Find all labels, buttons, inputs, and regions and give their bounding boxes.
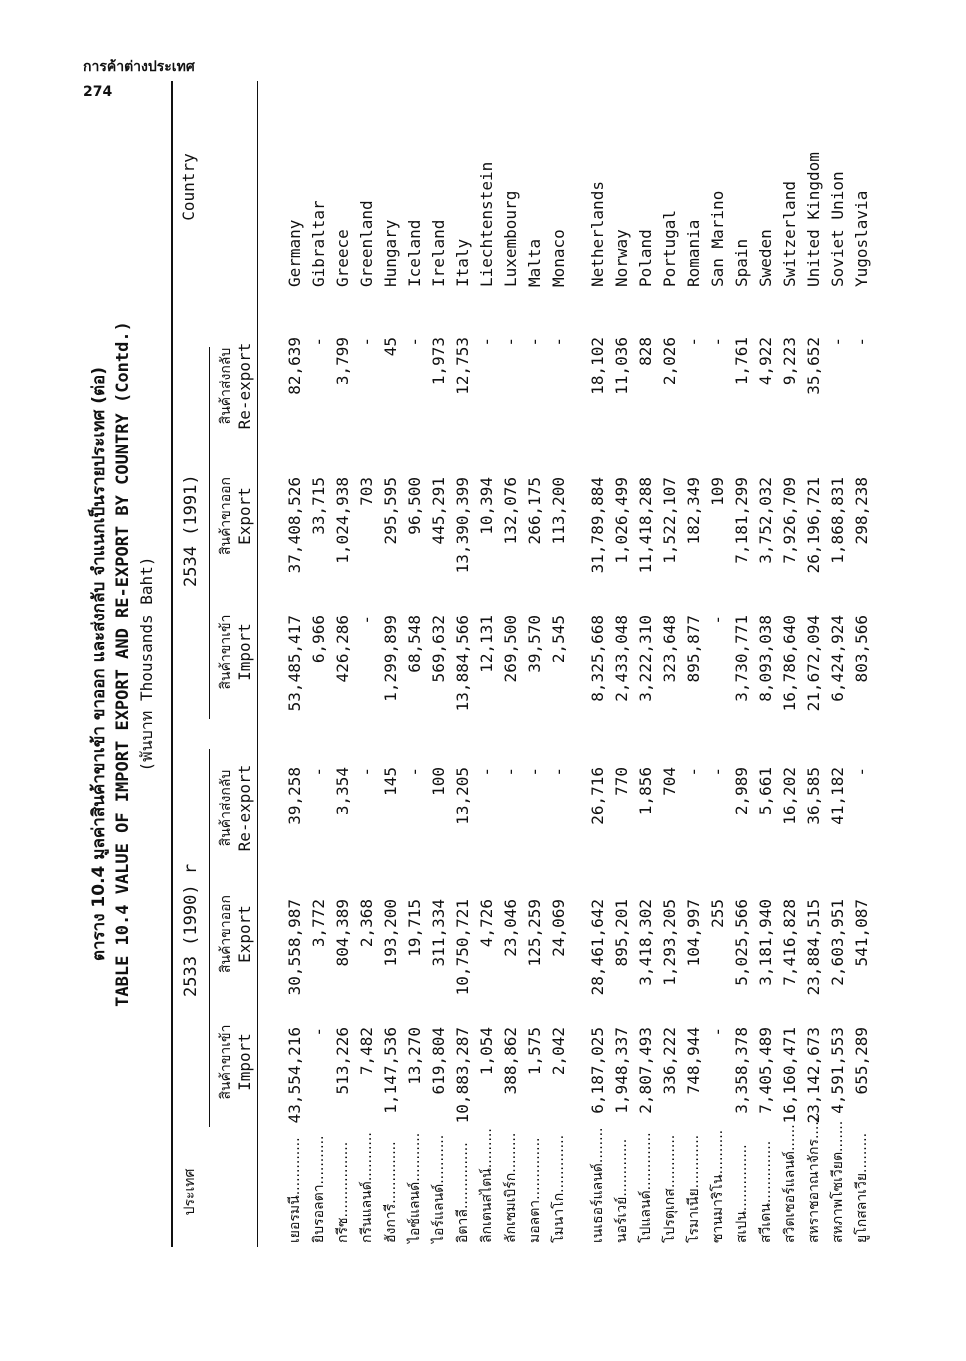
- import-1990-cell: 6,187,025: [588, 1027, 607, 1114]
- reexport-1990-cell: 145: [381, 767, 400, 796]
- import-1991-cell: 6,424,924: [828, 615, 847, 702]
- import-1990-cell: 10,883,287: [453, 1027, 472, 1124]
- import-1991-cell: 12,131: [477, 615, 496, 673]
- table-row: [658, 81, 682, 1247]
- table-row: [499, 81, 523, 1247]
- export-1991-cell: 13,390,399: [453, 477, 472, 574]
- export-1991-cell: 1,868,831: [828, 477, 847, 564]
- country-thai-cell: โปแลนด์.............: [638, 1132, 654, 1243]
- table-row: [586, 81, 610, 1247]
- country-english-cell: Portugal: [660, 209, 679, 287]
- export-1990-cell: 1,293,205: [660, 899, 679, 986]
- export-1990-cell: 30,558,987: [285, 899, 304, 996]
- export-1990-cell: 193,200: [381, 899, 400, 967]
- reexport-1990-cell: 100: [429, 767, 448, 796]
- table-row: [778, 81, 802, 1247]
- export-1991-cell: 10,394: [477, 477, 496, 535]
- country-thai-cell: สวิตเซอร์แลนด์......: [782, 1124, 798, 1243]
- import-1991-cell: 6,966: [309, 615, 328, 664]
- country-thai-cell: ลิกเตนสไตน์.........: [479, 1128, 495, 1243]
- country-thai-cell: กรีซ.................: [335, 1141, 351, 1243]
- import-1991-cell: 16,786,640: [780, 615, 799, 712]
- export-1991-cell: 703: [357, 477, 376, 506]
- h-import-1990-thai: สินค้าขาเข้า: [218, 1024, 234, 1100]
- rotated-table-block: [87, 81, 966, 1247]
- table-row: [475, 81, 499, 1247]
- import-1990-cell: 1,948,337: [612, 1027, 631, 1114]
- table-titles: [87, 81, 159, 1247]
- export-1990-cell: 804,389: [333, 899, 352, 967]
- export-1991-cell: 298,238: [852, 477, 871, 545]
- export-1991-cell: 11,418,288: [636, 477, 655, 574]
- country-thai-cell: กรีนแลนด์...........: [359, 1132, 375, 1243]
- col-country-thai: ประเทศ: [182, 1168, 198, 1216]
- import-1990-cell: -: [708, 1027, 727, 1037]
- country-english-cell: Poland: [636, 229, 655, 287]
- country-thai-cell: ไอร์แลนด์...........: [431, 1134, 447, 1243]
- country-english-cell: Hungary: [381, 219, 400, 287]
- reexport-1990-cell: -: [477, 767, 496, 777]
- col-country-english: Country: [179, 153, 198, 221]
- import-1990-cell: 23,142,673: [804, 1027, 823, 1124]
- reexport-1991-cell: 1,973: [429, 337, 448, 386]
- h-import-1990-en: Import: [235, 1033, 254, 1091]
- table-unit: (พันบาท Thousands Baht): [137, 556, 156, 772]
- import-1991-cell: 569,632: [429, 615, 448, 683]
- h-import-1991-en: Import: [235, 623, 254, 681]
- table-row: [403, 81, 427, 1247]
- country-english-cell: Ireland: [429, 219, 448, 287]
- section-title: การค้าต่างประเทศ: [83, 59, 195, 75]
- country-english-cell: Romania: [684, 219, 703, 287]
- import-1990-cell: 655,289: [852, 1027, 871, 1095]
- table-row: [451, 81, 475, 1247]
- export-1990-cell: 23,046: [501, 899, 520, 957]
- country-english-cell: Norway: [612, 229, 631, 287]
- reexport-1991-cell: 12,753: [453, 337, 472, 395]
- country-thai-cell: เนเธอร์แลนด์........: [590, 1127, 606, 1243]
- import-1991-cell: 21,672,094: [804, 615, 823, 712]
- table-row: [706, 81, 730, 1247]
- import-1991-cell: 13,884,566: [453, 615, 472, 712]
- export-1991-cell: 96,500: [405, 477, 424, 535]
- import-1991-cell: 8,325,668: [588, 615, 607, 702]
- import-1990-cell: 2,807,493: [636, 1027, 655, 1114]
- import-1991-cell: 68,548: [405, 615, 424, 673]
- export-1991-cell: 31,789,884: [588, 477, 607, 574]
- table-row: [730, 81, 754, 1247]
- import-1991-cell: 3,730,771: [732, 615, 751, 702]
- country-english-cell: Luxembourg: [501, 190, 520, 287]
- reexport-1991-cell: 1,761: [732, 337, 751, 386]
- reexport-1990-cell: -: [852, 767, 871, 777]
- export-1991-cell: 3,752,032: [756, 477, 775, 564]
- h-export-1990-thai: สินค้าขาออก: [218, 894, 234, 974]
- export-1990-cell: 3,181,940: [756, 899, 775, 986]
- country-english-cell: Italy: [453, 238, 472, 287]
- export-1990-cell: 125,259: [525, 899, 544, 967]
- country-thai-cell: โปรตุเกส............: [662, 1134, 678, 1243]
- export-1990-cell: 19,715: [405, 899, 424, 957]
- import-1990-cell: 748,944: [684, 1027, 703, 1095]
- import-1990-cell: 16,160,471: [780, 1027, 799, 1124]
- table-row: [523, 81, 547, 1247]
- import-1991-cell: -: [357, 615, 376, 625]
- import-1991-cell: 1,299,899: [381, 615, 400, 702]
- import-1990-cell: -: [309, 1027, 328, 1037]
- country-english-cell: Soviet Union: [828, 171, 847, 287]
- table-title-english: TABLE 10.4 VALUE OF IMPORT EXPORT AND RE-EXPORT BY COUNTRY (Contd.): [113, 321, 133, 1007]
- country-thai-cell: อิตาลี...............: [455, 1142, 471, 1243]
- import-1990-cell: 13,270: [405, 1027, 424, 1085]
- country-english-cell: Monaco: [549, 229, 568, 287]
- table-row: [682, 81, 706, 1247]
- import-1991-cell: 323,648: [660, 615, 679, 683]
- reexport-1990-cell: 26,716: [588, 767, 607, 825]
- reexport-1991-cell: 3,799: [333, 337, 352, 386]
- reexport-1991-cell: -: [525, 337, 544, 347]
- year-1990-header: 2533 (1990) r: [181, 863, 201, 997]
- country-english-cell: San Marino: [708, 190, 727, 287]
- table-body: [283, 81, 874, 1247]
- import-1991-cell: 53,485,417: [285, 615, 304, 712]
- reexport-1991-cell: 4,922: [756, 337, 775, 386]
- export-1991-cell: 1,522,107: [660, 477, 679, 564]
- reexport-1991-cell: -: [405, 337, 424, 347]
- table-row: [283, 81, 307, 1247]
- export-1990-cell: 24,069: [549, 899, 568, 957]
- table-row: [547, 81, 571, 1247]
- export-1991-cell: 26,196,721: [804, 477, 823, 574]
- reexport-1990-cell: -: [684, 767, 703, 777]
- export-1990-cell: 311,334: [429, 899, 448, 967]
- import-1991-cell: 2,433,048: [612, 615, 631, 702]
- export-1991-cell: 109: [708, 477, 727, 506]
- table-row: [754, 81, 778, 1247]
- country-thai-cell: เยอรมนี.............: [287, 1137, 303, 1243]
- table-row: [610, 81, 634, 1247]
- h-export-1991-en: Export: [235, 487, 254, 545]
- import-1990-cell: 388,862: [501, 1027, 520, 1095]
- import-1990-cell: 3,358,378: [732, 1027, 751, 1114]
- export-1991-cell: 445,291: [429, 477, 448, 545]
- country-english-cell: United Kingdom: [804, 152, 823, 287]
- export-1990-cell: 104,997: [684, 899, 703, 967]
- page-number: 274: [83, 84, 113, 100]
- country-thai-cell: สวีเดน..............: [758, 1140, 774, 1243]
- country-english-cell: Gibraltar: [309, 200, 328, 287]
- year2-underline: [209, 347, 210, 719]
- export-1991-cell: 113,200: [549, 477, 568, 545]
- export-1991-cell: 1,026,499: [612, 477, 631, 564]
- reexport-1991-cell: 82,639: [285, 337, 304, 395]
- import-1990-cell: 1,147,536: [381, 1027, 400, 1114]
- import-1990-cell: 43,554,216: [285, 1027, 304, 1124]
- import-1991-cell: 2,545: [549, 615, 568, 664]
- import-1990-cell: 7,405,489: [756, 1027, 775, 1114]
- reexport-1991-cell: -: [477, 337, 496, 347]
- export-1990-cell: 2,603,951: [828, 899, 847, 986]
- export-1990-cell: 4,726: [477, 899, 496, 948]
- table-row: [826, 81, 850, 1247]
- import-1990-cell: 619,804: [429, 1027, 448, 1095]
- import-1990-cell: 1,575: [525, 1027, 544, 1076]
- import-1990-cell: 2,042: [549, 1027, 568, 1076]
- export-1990-cell: 2,368: [357, 899, 376, 948]
- reexport-1990-cell: 2,989: [732, 767, 751, 816]
- reexport-1991-cell: -: [309, 337, 328, 347]
- table-row: [634, 81, 658, 1247]
- export-1990-cell: 895,201: [612, 899, 631, 967]
- export-1991-cell: 1,024,938: [333, 477, 352, 564]
- import-1990-cell: 7,482: [357, 1027, 376, 1076]
- reexport-1991-cell: 2,026: [660, 337, 679, 386]
- reexport-1990-cell: 1,856: [636, 767, 655, 816]
- h-reexport-1990-thai: สินค้าส่งกลับ: [218, 769, 234, 847]
- reexport-1991-cell: -: [357, 337, 376, 347]
- export-1990-cell: 3,418,302: [636, 899, 655, 986]
- export-1990-cell: 7,416,828: [780, 899, 799, 986]
- table-row: [355, 81, 379, 1247]
- table-row: [427, 81, 451, 1247]
- country-english-cell: Greece: [333, 229, 352, 287]
- country-english-cell: Spain: [732, 238, 751, 287]
- reexport-1991-cell: -: [501, 337, 520, 347]
- table-row: [850, 81, 874, 1247]
- country-english-cell: Switzerland: [780, 181, 799, 287]
- reexport-1990-cell: 16,202: [780, 767, 799, 825]
- reexport-1991-cell: 11,036: [612, 337, 631, 395]
- table-row: [331, 81, 355, 1247]
- reexport-1991-cell: -: [852, 337, 871, 347]
- reexport-1990-cell: -: [501, 767, 520, 777]
- country-english-cell: Yugoslavia: [852, 190, 871, 287]
- reexport-1991-cell: -: [708, 337, 727, 347]
- h-reexport-1991-thai: สินค้าส่งกลับ: [218, 347, 234, 425]
- import-1990-cell: 4,591,553: [828, 1027, 847, 1114]
- reexport-1991-cell: -: [549, 337, 568, 347]
- reexport-1990-cell: 39,258: [285, 767, 304, 825]
- country-thai-cell: ไอซ์แลนด์...........: [407, 1132, 423, 1243]
- reexport-1990-cell: -: [525, 767, 544, 777]
- reexport-1991-cell: 35,652: [804, 337, 823, 395]
- reexport-1990-cell: 3,354: [333, 767, 352, 816]
- export-1990-cell: 28,461,642: [588, 899, 607, 996]
- country-english-cell: Iceland: [405, 219, 424, 287]
- export-1990-cell: 23,884,515: [804, 899, 823, 996]
- reexport-1990-cell: 704: [660, 767, 679, 796]
- import-1990-cell: 1,054: [477, 1027, 496, 1076]
- table-title-thai: ตาราง 10.4 มูลค่าสินค้าขาเข้า ขาออก และส่งกลับ จำแนกเป็นรายประเทศ (ต่อ): [89, 366, 109, 962]
- reexport-1990-cell: -: [309, 767, 328, 777]
- country-english-cell: Germany: [285, 219, 304, 287]
- table-row: [307, 81, 331, 1247]
- h-reexport-1990-en: Re-export: [235, 764, 254, 852]
- reexport-1990-cell: 36,585: [804, 767, 823, 825]
- country-thai-cell: มอลตา..............: [527, 1137, 543, 1243]
- country-thai-cell: ซานมาริโน..........: [710, 1129, 726, 1243]
- reexport-1990-cell: -: [405, 767, 424, 777]
- country-english-cell: Malta: [525, 238, 544, 287]
- top-rule: [171, 81, 173, 1247]
- country-english-cell: Liechtenstein: [477, 161, 496, 287]
- import-1991-cell: 269,500: [501, 615, 520, 683]
- header-rule: [257, 81, 258, 1247]
- reexport-1990-cell: 13,205: [453, 767, 472, 825]
- reexport-1991-cell: 45: [381, 337, 400, 357]
- import-1991-cell: 8,093,038: [756, 615, 775, 702]
- export-1991-cell: 266,175: [525, 477, 544, 545]
- h-import-1991-thai: สินค้าขาเข้า: [218, 614, 234, 690]
- country-thai-cell: สเปน...............: [734, 1144, 750, 1243]
- export-1990-cell: 3,772: [309, 899, 328, 948]
- export-1991-cell: 37,408,526: [285, 477, 304, 574]
- export-1991-cell: 33,715: [309, 477, 328, 535]
- reexport-1990-cell: -: [549, 767, 568, 777]
- reexport-1991-cell: 828: [636, 337, 655, 366]
- h-export-1990-en: Export: [235, 905, 254, 963]
- reexport-1991-cell: 18,102: [588, 337, 607, 395]
- country-thai-cell: นอร์เวย์.............: [614, 1138, 630, 1243]
- reexport-1990-cell: -: [708, 767, 727, 777]
- country-thai-cell: สหภาพโซเวียต.......: [830, 1120, 846, 1243]
- h-reexport-1991-en: Re-export: [235, 342, 254, 430]
- export-1990-cell: 5,025,566: [732, 899, 751, 986]
- country-english-cell: Greenland: [357, 200, 376, 287]
- export-1991-cell: 182,349: [684, 477, 703, 545]
- table-row: [802, 81, 826, 1247]
- country-thai-cell: ยิบรอลตา...........: [311, 1135, 327, 1243]
- country-english-cell: Sweden: [756, 229, 775, 287]
- import-1991-cell: -: [708, 615, 727, 625]
- export-1991-cell: 132,076: [501, 477, 520, 545]
- import-1991-cell: 895,877: [684, 615, 703, 683]
- import-1991-cell: 39,570: [525, 615, 544, 673]
- export-1990-cell: 10,750,721: [453, 899, 472, 996]
- reexport-1991-cell: 9,223: [780, 337, 799, 386]
- export-1991-cell: 7,926,709: [780, 477, 799, 564]
- export-1991-cell: 7,181,299: [732, 477, 751, 564]
- year-1991-header: 2534 (1991): [181, 474, 201, 587]
- reexport-1990-cell: 5,661: [756, 767, 775, 816]
- country-thai-cell: ลักเซมเบิร์ก.........: [503, 1132, 519, 1243]
- import-1990-cell: 336,222: [660, 1027, 679, 1095]
- h-export-1991-thai: สินค้าขาออก: [218, 476, 234, 556]
- export-1990-cell: 541,087: [852, 899, 871, 967]
- import-1991-cell: 803,566: [852, 615, 871, 683]
- year1-underline: [209, 749, 210, 1127]
- country-thai-cell: ยูโกสลาเวีย.........: [854, 1132, 870, 1243]
- reexport-1991-cell: -: [684, 337, 703, 347]
- country-thai-cell: โรมาเนีย............: [686, 1134, 702, 1243]
- export-1990-cell: 255: [708, 899, 727, 928]
- country-thai-cell: ฮังการี..............: [383, 1141, 399, 1243]
- country-thai-cell: โมนาโก.............: [551, 1134, 567, 1243]
- import-1991-cell: 426,286: [333, 615, 352, 683]
- table-row: [379, 81, 403, 1247]
- reexport-1990-cell: -: [357, 767, 376, 777]
- import-1990-cell: 513,226: [333, 1027, 352, 1095]
- reexport-1990-cell: 770: [612, 767, 631, 796]
- country-thai-cell: สหราชอาณาจักร......: [806, 1112, 822, 1243]
- import-1991-cell: 3,222,310: [636, 615, 655, 702]
- reexport-1991-cell: -: [828, 337, 847, 347]
- export-1991-cell: 295,595: [381, 477, 400, 545]
- reexport-1990-cell: 41,182: [828, 767, 847, 825]
- country-english-cell: Netherlands: [588, 181, 607, 287]
